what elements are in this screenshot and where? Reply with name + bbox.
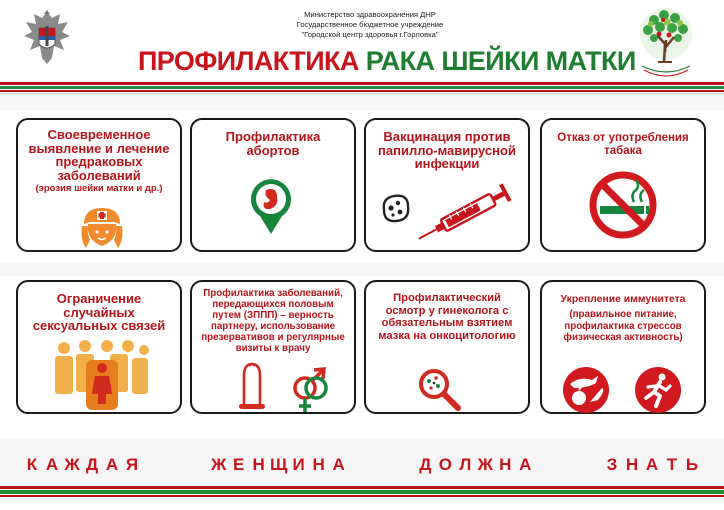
slogan-letter: Л (459, 455, 472, 474)
slogan-letter: Щ (269, 455, 288, 474)
slogan-letter: И (292, 455, 305, 474)
dnr-coat-of-arms-logo (22, 6, 72, 70)
card-title (198, 130, 348, 157)
card-title-text: Профилактика абортов (225, 129, 321, 158)
card-hpv-vaccination (364, 118, 530, 252)
card-title-text: Профилактика заболеваний, передающихся половым путем (ЗППП) – верность партнеру, использование презервативов и регулярные визиты к врачу (201, 288, 345, 354)
header-stripe-red (0, 82, 724, 85)
gender-symbols-icon (288, 366, 338, 421)
slogan-letter: А (519, 455, 532, 474)
card-limit-casual-relations (16, 280, 182, 414)
card-title (548, 132, 698, 158)
slogan-letter: З (606, 455, 618, 474)
slogan-letter: Я (125, 455, 139, 474)
slogan-letter: А (45, 455, 59, 474)
slogan-letter: Н (252, 455, 265, 474)
slogan-letter: А (645, 455, 659, 474)
background-band (0, 94, 724, 110)
header-stripe-red-2 (0, 90, 724, 92)
healthy-food-icon (562, 366, 610, 419)
page-title (138, 46, 636, 77)
slogan-letter: Н (312, 455, 325, 474)
card-early-detection (16, 118, 182, 252)
card-title (24, 292, 174, 333)
title-red-part: ПРОФИЛАКТИКА (138, 46, 359, 76)
footer-stripe-red (0, 486, 724, 489)
card-title (198, 288, 348, 354)
health-center-tree-logo (632, 4, 700, 82)
slogan-letter: К (26, 455, 38, 474)
organization-info (220, 10, 520, 40)
card-title (548, 294, 698, 344)
org-line: Министерство здравоохранения ДНР (304, 10, 436, 19)
slogan-word (209, 455, 349, 475)
background-band (0, 262, 724, 276)
slogan-letter: Д (85, 455, 99, 474)
syringe-icon (410, 182, 526, 247)
card-title (372, 292, 522, 342)
card-quit-tobacco (540, 118, 706, 252)
card-title-text: Отказ от употребления табака (557, 132, 689, 157)
card-title-text: Профилактический осмотр у гинеколога с обязательным взятием мазка на онкоцитологию (378, 292, 516, 342)
card-title (24, 128, 174, 194)
header-stripe-green (0, 86, 724, 89)
footer-stripe-green (0, 490, 724, 494)
card-title-text: Ограничение случайных сексуальных связей (32, 291, 166, 333)
slogan-letter: Ь (685, 455, 699, 474)
slogan-letter: О (438, 455, 452, 474)
slogan-letter: Н (499, 455, 512, 474)
org-line: Государственное бюджетное учреждение (296, 20, 444, 29)
slogan-word (602, 455, 702, 475)
org-line: "Городской центр здоровья г.Горловка" (301, 30, 439, 39)
running-man-icon (634, 366, 682, 419)
title-green-part: РАКА ШЕЙКИ МАТКИ (365, 46, 636, 76)
slogan-letter: Т (666, 455, 678, 474)
slogan-letter: Ж (64, 455, 80, 474)
card-immunity (540, 280, 706, 414)
slogan-letter: Д (419, 455, 432, 474)
magnifier-cells-icon (416, 366, 472, 417)
footer-slogan (22, 455, 702, 475)
card-title-text: Своевременное выявление и лечение предраковых заболеваний (28, 127, 170, 183)
card-subtitle: (правильное питание, профилактика стрессов физическая активность) (563, 309, 683, 343)
footer-stripe-red-2 (0, 495, 724, 497)
card-title-text: Вакцинация против папилло-мавирусной инфекции (378, 129, 516, 171)
slogan-letter: Ж (210, 455, 227, 474)
slogan-letter: Ж (477, 455, 493, 474)
card-subtitle: (эрозия шейки матки и др.) (35, 183, 163, 194)
slogan-letter: Е (232, 455, 245, 474)
slogan-letter: Н (625, 455, 639, 474)
no-smoking-icon (588, 170, 658, 245)
card-abortion-prevention (190, 118, 356, 252)
card-gynecologist-checkup (364, 280, 530, 414)
slogan-word (22, 455, 142, 475)
card-title-text: Укрепление иммунитета (560, 294, 686, 305)
slogan-word (415, 455, 535, 475)
people-group-icon (52, 338, 152, 417)
card-title (372, 130, 522, 171)
condom-icon (236, 362, 268, 417)
nurse-icon (78, 206, 126, 255)
card-std-prevention (190, 280, 356, 414)
slogan-letter: А (332, 455, 345, 474)
slogan-letter: А (105, 455, 119, 474)
virus-icon (378, 190, 414, 231)
embryo-pin-icon (246, 172, 296, 243)
